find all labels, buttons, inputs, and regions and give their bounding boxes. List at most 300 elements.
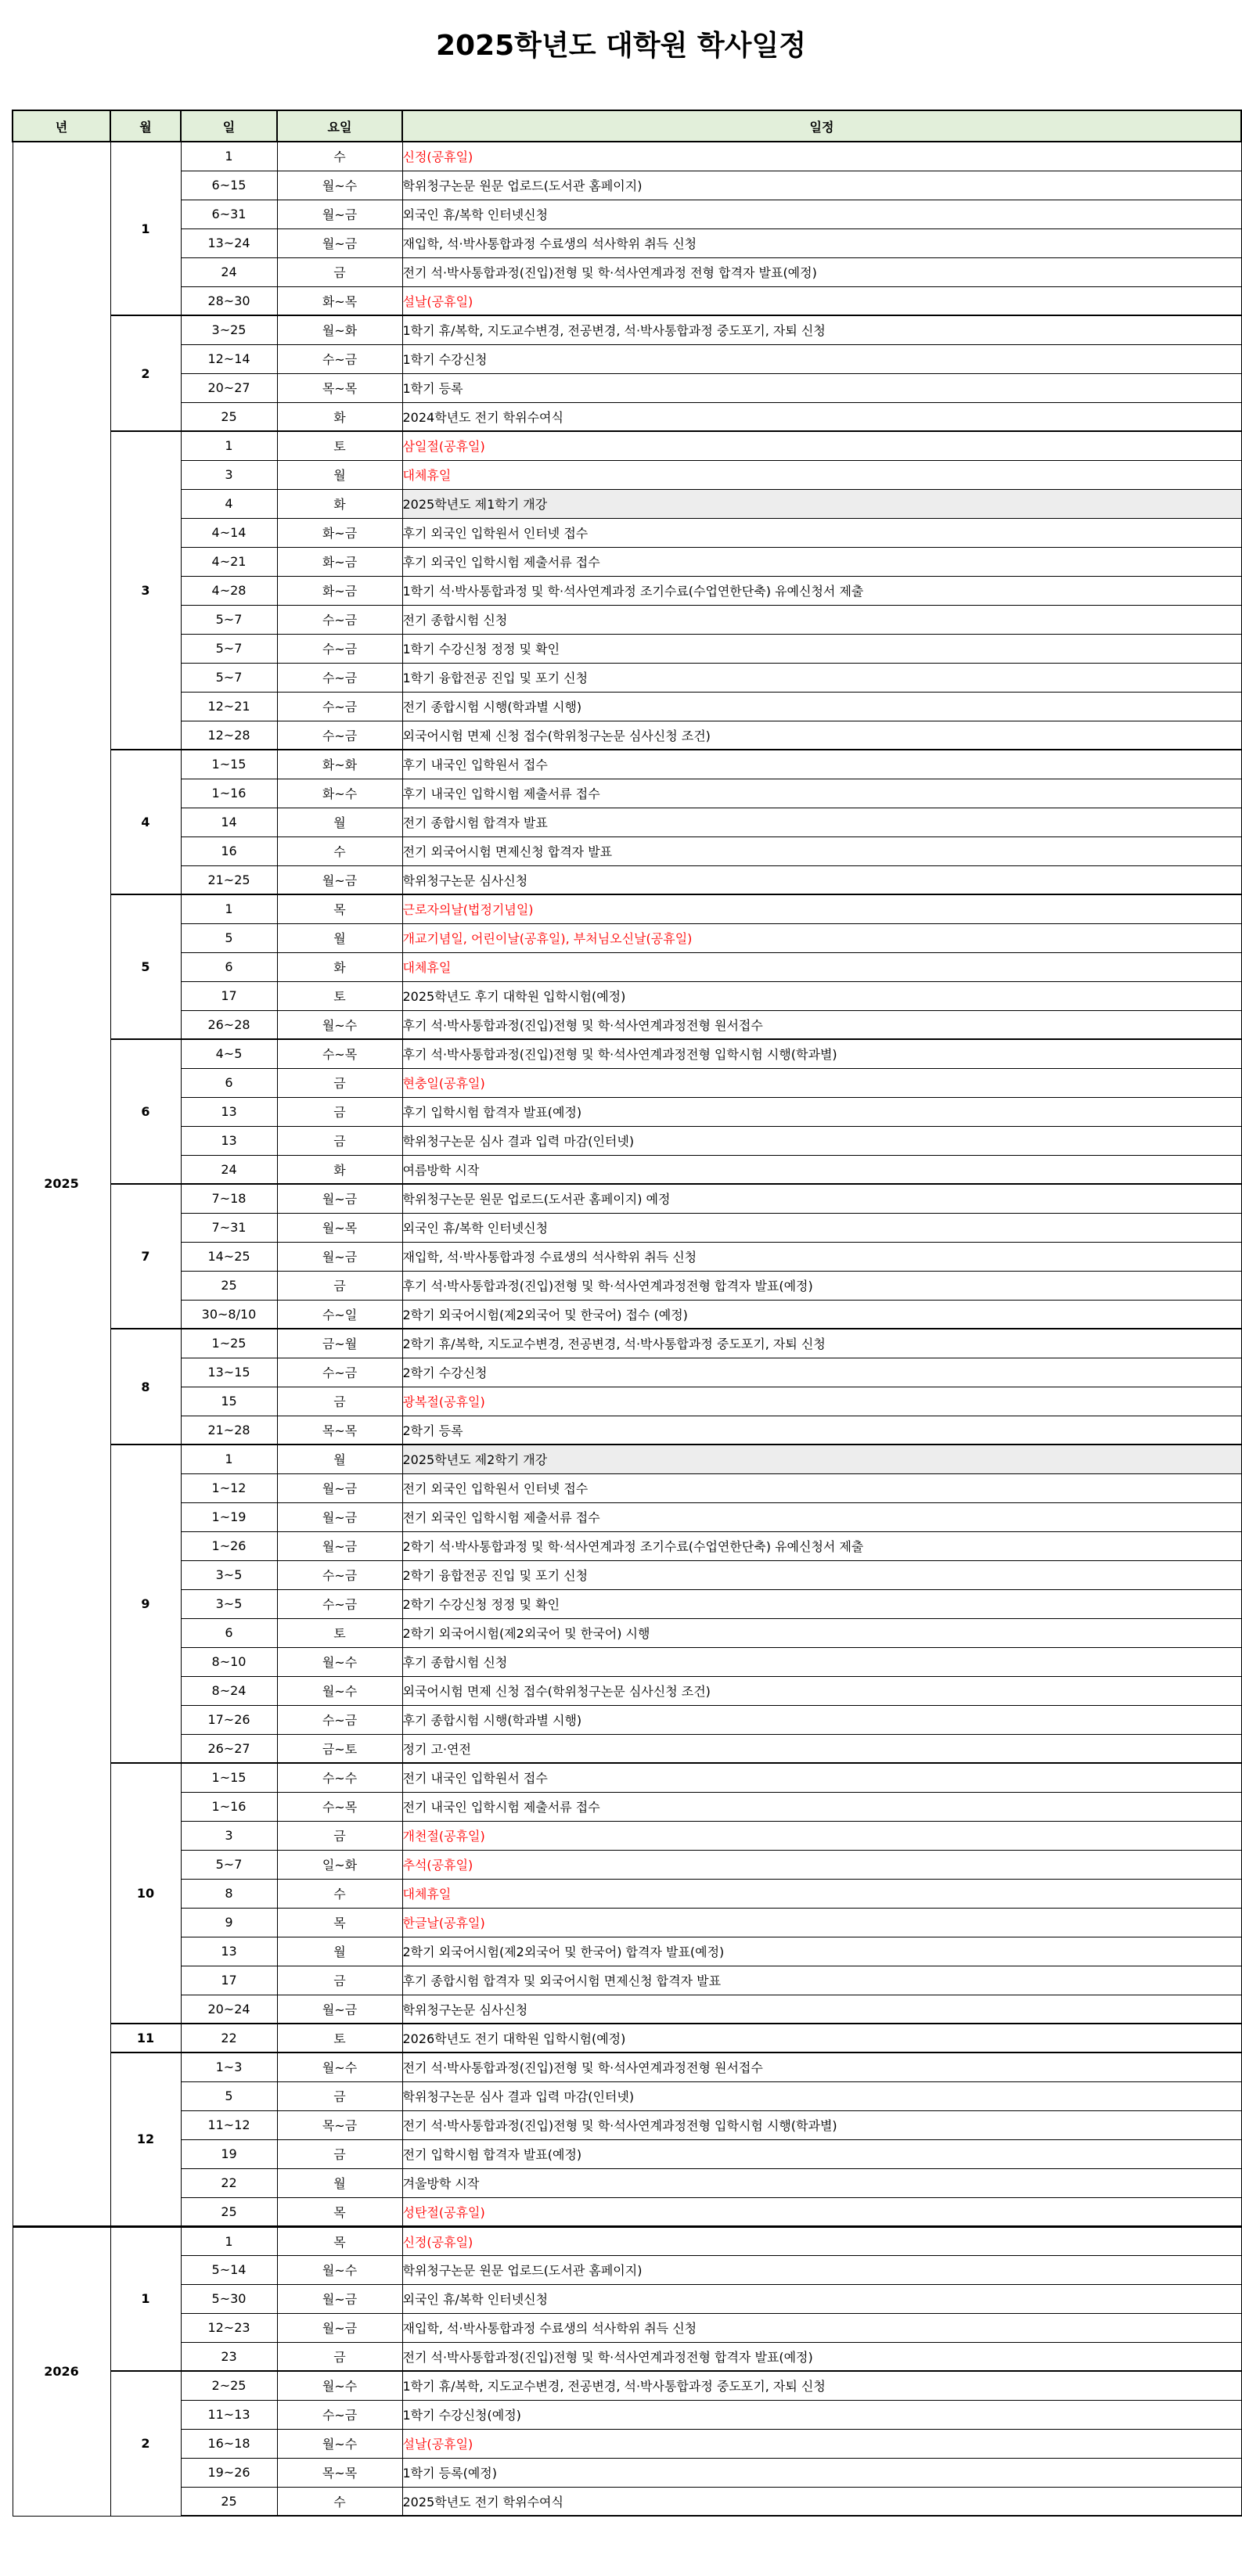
day-cell: 25 xyxy=(181,2487,277,2516)
event-cell: 2026학년도 전기 대학원 입학시험(예정) xyxy=(402,2024,1241,2053)
day-cell: 5~7 xyxy=(181,663,277,692)
event-cell: 후기 종합시험 합격자 및 외국어시험 면제신청 합격자 발표 xyxy=(402,1966,1241,1995)
event-cell: 겨울방학 시작 xyxy=(402,2168,1241,2197)
event-cell: 2학기 등록 xyxy=(402,1416,1241,1445)
month-cell: 6 xyxy=(110,1039,181,1184)
day-cell: 3 xyxy=(181,1821,277,1850)
table-row xyxy=(13,402,1241,431)
table-row xyxy=(13,2429,1241,2458)
month-cell: 8 xyxy=(110,1329,181,1445)
weekday-cell: 월~수 xyxy=(277,1676,402,1705)
schedule-body xyxy=(13,142,1241,2516)
day-cell: 3 xyxy=(181,460,277,489)
event-cell: 2025학년도 후기 대학원 입학시험(예정) xyxy=(402,981,1241,1010)
event-cell: 1학기 석·박사통합과정 및 학·석사연계과정 조기수료(수업연한단축) 유예신청서 제출 xyxy=(402,576,1241,605)
table-row xyxy=(13,1387,1241,1416)
table-row xyxy=(13,1416,1241,1445)
weekday-cell: 수~목 xyxy=(277,1039,402,1068)
weekday-cell: 월~수 xyxy=(277,2429,402,2458)
month-cell: 2 xyxy=(110,315,181,431)
table-row xyxy=(13,2197,1241,2226)
weekday-cell: 월~수 xyxy=(277,2255,402,2284)
table-row xyxy=(13,894,1241,923)
table-row xyxy=(13,2226,1241,2255)
day-cell: 1~3 xyxy=(181,2053,277,2081)
event-cell: 후기 내국인 입학시험 제출서류 접수 xyxy=(402,779,1241,808)
weekday-cell: 월~목 xyxy=(277,1213,402,1242)
weekday-cell: 월~금 xyxy=(277,865,402,894)
day-cell: 12~23 xyxy=(181,2313,277,2342)
day-cell: 4~14 xyxy=(181,518,277,547)
weekday-cell: 목~목 xyxy=(277,2458,402,2487)
weekday-cell: 월 xyxy=(277,1445,402,1473)
table-row xyxy=(13,2024,1241,2053)
weekday-cell: 화~목 xyxy=(277,286,402,315)
day-cell: 4 xyxy=(181,489,277,518)
holiday-event-cell: 현충일(공휴일) xyxy=(402,1068,1241,1097)
day-cell: 6 xyxy=(181,1618,277,1647)
event-cell: 외국인 휴/복학 인터넷신청 xyxy=(402,200,1241,228)
event-cell: 후기 종합시험 시행(학과별 시행) xyxy=(402,1705,1241,1734)
holiday-event-cell: 설날(공휴일) xyxy=(402,2429,1241,2458)
event-cell: 후기 내국인 입학원서 접수 xyxy=(402,750,1241,779)
day-cell: 1~15 xyxy=(181,1763,277,1792)
header-day: 일 xyxy=(181,110,277,142)
month-cell: 4 xyxy=(110,750,181,894)
table-row xyxy=(13,1213,1241,1242)
event-cell: 2학기 외국어시험(제2외국어 및 한국어) 시행 xyxy=(402,1618,1241,1647)
weekday-cell: 수~금 xyxy=(277,605,402,634)
event-cell: 전기 외국인 입학시험 제출서류 접수 xyxy=(402,1502,1241,1531)
day-cell: 2~25 xyxy=(181,2371,277,2400)
table-row xyxy=(13,865,1241,894)
table-row xyxy=(13,1126,1241,1155)
table-row xyxy=(13,1647,1241,1676)
table-row xyxy=(13,634,1241,663)
weekday-cell: 월~금 xyxy=(277,2313,402,2342)
table-row xyxy=(13,2139,1241,2168)
day-cell: 25 xyxy=(181,1271,277,1300)
event-cell: 후기 석·박사통합과정(진입)전형 및 학·석사연계과정전형 원서접수 xyxy=(402,1010,1241,1039)
day-cell: 28~30 xyxy=(181,286,277,315)
table-row xyxy=(13,1879,1241,1908)
event-cell: 외국인 휴/복학 인터넷신청 xyxy=(402,2284,1241,2313)
day-cell: 7~31 xyxy=(181,1213,277,1242)
day-cell: 11~12 xyxy=(181,2110,277,2139)
day-cell: 5~7 xyxy=(181,1850,277,1879)
day-cell: 14 xyxy=(181,808,277,836)
table-row xyxy=(13,1966,1241,1995)
table-row xyxy=(13,2110,1241,2139)
day-cell: 21~28 xyxy=(181,1416,277,1445)
event-cell: 학위청구논문 원문 업로드(도서관 홈페이지) 예정 xyxy=(402,1184,1241,1213)
weekday-cell: 수~목 xyxy=(277,1792,402,1821)
weekday-cell: 화~수 xyxy=(277,779,402,808)
event-cell: 2학기 석·박사통합과정 및 학·석사연계과정 조기수료(수업연한단축) 유예신청서 제출 xyxy=(402,1531,1241,1560)
holiday-event-cell: 근로자의날(법정기념일) xyxy=(402,894,1241,923)
event-cell: 전기 석·박사통합과정(진입)전형 및 학·석사연계과정전형 합격자 발표(예정) xyxy=(402,2342,1241,2371)
event-cell: 전기 내국인 입학원서 접수 xyxy=(402,1763,1241,1792)
weekday-cell: 월~금 xyxy=(277,1473,402,1502)
table-row xyxy=(13,489,1241,518)
weekday-cell: 금 xyxy=(277,2342,402,2371)
event-cell: 재입학, 석·박사통합과정 수료생의 석사학위 취득 신청 xyxy=(402,1242,1241,1271)
table-row xyxy=(13,1821,1241,1850)
weekday-cell: 수 xyxy=(277,1879,402,1908)
table-row xyxy=(13,1792,1241,1821)
weekday-cell: 목 xyxy=(277,1908,402,1937)
event-cell: 후기 외국인 입학원서 인터넷 접수 xyxy=(402,518,1241,547)
day-cell: 26~28 xyxy=(181,1010,277,1039)
table-row xyxy=(13,1358,1241,1387)
day-cell: 7~18 xyxy=(181,1184,277,1213)
weekday-cell: 월 xyxy=(277,2168,402,2197)
weekday-cell: 금 xyxy=(277,1097,402,1126)
day-cell: 19 xyxy=(181,2139,277,2168)
day-cell: 1~16 xyxy=(181,779,277,808)
table-row xyxy=(13,750,1241,779)
month-cell: 12 xyxy=(110,2053,181,2226)
day-cell: 12~28 xyxy=(181,721,277,750)
day-cell: 24 xyxy=(181,257,277,286)
weekday-cell: 금~토 xyxy=(277,1734,402,1763)
weekday-cell: 수~일 xyxy=(277,1300,402,1329)
event-cell: 2025학년도 전기 학위수여식 xyxy=(402,2487,1241,2516)
weekday-cell: 수~금 xyxy=(277,692,402,721)
table-row xyxy=(13,952,1241,981)
weekday-cell: 수~금 xyxy=(277,1705,402,1734)
weekday-cell: 토 xyxy=(277,431,402,460)
day-cell: 4~5 xyxy=(181,1039,277,1068)
day-cell: 5~7 xyxy=(181,634,277,663)
event-cell: 1학기 융합전공 진입 및 포기 신청 xyxy=(402,663,1241,692)
day-cell: 5 xyxy=(181,2081,277,2110)
weekday-cell: 목~목 xyxy=(277,373,402,402)
weekday-cell: 금 xyxy=(277,1068,402,1097)
weekday-cell: 화~화 xyxy=(277,750,402,779)
day-cell: 5 xyxy=(181,923,277,952)
table-row xyxy=(13,2342,1241,2371)
table-row xyxy=(13,605,1241,634)
month-cell: 3 xyxy=(110,431,181,750)
table-row xyxy=(13,2168,1241,2197)
weekday-cell: 금 xyxy=(277,1966,402,1995)
event-cell: 학위청구논문 원문 업로드(도서관 홈페이지) xyxy=(402,2255,1241,2284)
table-row xyxy=(13,1300,1241,1329)
event-cell: 학위청구논문 심사신청 xyxy=(402,1995,1241,2024)
event-cell: 여름방학 시작 xyxy=(402,1155,1241,1184)
weekday-cell: 토 xyxy=(277,981,402,1010)
weekday-cell: 화 xyxy=(277,952,402,981)
table-row xyxy=(13,1271,1241,1300)
weekday-cell: 월~금 xyxy=(277,1184,402,1213)
day-cell: 4~28 xyxy=(181,576,277,605)
day-cell: 1~26 xyxy=(181,1531,277,1560)
weekday-cell: 토 xyxy=(277,2024,402,2053)
day-cell: 6~31 xyxy=(181,200,277,228)
month-cell: 11 xyxy=(110,2024,181,2053)
table-row xyxy=(13,1068,1241,1097)
day-cell: 5~7 xyxy=(181,605,277,634)
day-cell: 6~15 xyxy=(181,171,277,200)
weekday-cell: 목~금 xyxy=(277,2110,402,2139)
table-row xyxy=(13,1763,1241,1792)
weekday-cell: 월~금 xyxy=(277,228,402,257)
table-row xyxy=(13,1184,1241,1213)
event-cell: 전기 입학시험 합격자 발표(예정) xyxy=(402,2139,1241,2168)
day-cell: 17 xyxy=(181,981,277,1010)
header-month: 월 xyxy=(110,110,181,142)
event-cell: 2학기 외국어시험(제2외국어 및 한국어) 접수 (예정) xyxy=(402,1300,1241,1329)
holiday-event-cell: 삼일절(공휴일) xyxy=(402,431,1241,460)
event-cell: 전기 내국인 입학시험 제출서류 접수 xyxy=(402,1792,1241,1821)
event-cell: 전기 종합시험 시행(학과별 시행) xyxy=(402,692,1241,721)
weekday-cell: 화 xyxy=(277,489,402,518)
holiday-event-cell: 대체휴일 xyxy=(402,952,1241,981)
month-cell: 1 xyxy=(110,2226,181,2371)
table-row xyxy=(13,431,1241,460)
table-row xyxy=(13,1242,1241,1271)
weekday-cell: 월 xyxy=(277,460,402,489)
day-cell: 15 xyxy=(181,1387,277,1416)
year-cell: 2026 xyxy=(13,2226,110,2516)
weekday-cell: 수 xyxy=(277,2487,402,2516)
day-cell: 13 xyxy=(181,1126,277,1155)
day-cell: 20~24 xyxy=(181,1995,277,2024)
header-event: 일정 xyxy=(402,110,1241,142)
day-cell: 4~21 xyxy=(181,547,277,576)
table-row xyxy=(13,315,1241,344)
year-cell: 2025 xyxy=(13,142,110,2226)
weekday-cell: 화~금 xyxy=(277,518,402,547)
weekday-cell: 월~수 xyxy=(277,2053,402,2081)
weekday-cell: 화~금 xyxy=(277,547,402,576)
event-cell: 1학기 수강신청 정정 및 확인 xyxy=(402,634,1241,663)
weekday-cell: 수~금 xyxy=(277,1589,402,1618)
weekday-cell: 수~금 xyxy=(277,721,402,750)
event-cell: 후기 석·박사통합과정(진입)전형 및 학·석사연계과정전형 합격자 발표(예정) xyxy=(402,1271,1241,1300)
holiday-event-cell: 설날(공휴일) xyxy=(402,286,1241,315)
event-cell: 전기 종합시험 합격자 발표 xyxy=(402,808,1241,836)
day-cell: 13~24 xyxy=(181,228,277,257)
weekday-cell: 월~금 xyxy=(277,1995,402,2024)
event-cell: 2학기 외국어시험(제2외국어 및 한국어) 합격자 발표(예정) xyxy=(402,1937,1241,1966)
event-cell: 1학기 수강신청 xyxy=(402,344,1241,373)
weekday-cell: 수~금 xyxy=(277,663,402,692)
weekday-cell: 월~금 xyxy=(277,200,402,228)
header-year: 년 xyxy=(13,110,110,142)
holiday-event-cell: 대체휴일 xyxy=(402,1879,1241,1908)
event-cell: 재입학, 석·박사통합과정 수료생의 석사학위 취득 신청 xyxy=(402,2313,1241,2342)
event-cell: 외국어시험 면제 신청 접수(학위청구논문 심사신청 조건) xyxy=(402,721,1241,750)
day-cell: 1~12 xyxy=(181,1473,277,1502)
table-row xyxy=(13,808,1241,836)
weekday-cell: 금~월 xyxy=(277,1329,402,1358)
day-cell: 13 xyxy=(181,1097,277,1126)
day-cell: 1 xyxy=(181,1445,277,1473)
weekday-cell: 수~금 xyxy=(277,2400,402,2429)
table-row xyxy=(13,1039,1241,1068)
event-cell: 학위청구논문 원문 업로드(도서관 홈페이지) xyxy=(402,171,1241,200)
holiday-event-cell: 신정(공휴일) xyxy=(402,2226,1241,2255)
weekday-cell: 월~수 xyxy=(277,1010,402,1039)
table-row xyxy=(13,1734,1241,1763)
day-cell: 1 xyxy=(181,2226,277,2255)
weekday-cell: 일~화 xyxy=(277,1850,402,1879)
weekday-cell: 화 xyxy=(277,1155,402,1184)
table-row xyxy=(13,2255,1241,2284)
table-row xyxy=(13,344,1241,373)
month-cell: 5 xyxy=(110,894,181,1039)
table-row xyxy=(13,1560,1241,1589)
day-cell: 6 xyxy=(181,952,277,981)
weekday-cell: 수~금 xyxy=(277,1560,402,1589)
day-cell: 26~27 xyxy=(181,1734,277,1763)
table-row xyxy=(13,228,1241,257)
schedule-table xyxy=(12,110,1242,2517)
table-row xyxy=(13,2371,1241,2400)
day-cell: 6 xyxy=(181,1068,277,1097)
weekday-cell: 월~금 xyxy=(277,1502,402,1531)
day-cell: 3~5 xyxy=(181,1589,277,1618)
table-row xyxy=(13,2053,1241,2081)
event-cell: 후기 종합시험 신청 xyxy=(402,1647,1241,1676)
weekday-cell: 월~수 xyxy=(277,2371,402,2400)
weekday-cell: 목~목 xyxy=(277,1416,402,1445)
holiday-event-cell: 한글날(공휴일) xyxy=(402,1908,1241,1937)
weekday-cell: 월~금 xyxy=(277,1242,402,1271)
table-row xyxy=(13,373,1241,402)
weekday-cell: 금 xyxy=(277,257,402,286)
event-cell: 전기 석·박사통합과정(진입)전형 및 학·석사연계과정전형 입학시험 시행(학과별) xyxy=(402,2110,1241,2139)
weekday-cell: 금 xyxy=(277,1387,402,1416)
weekday-cell: 수~금 xyxy=(277,1358,402,1387)
day-cell: 12~14 xyxy=(181,344,277,373)
table-row xyxy=(13,692,1241,721)
event-cell: 외국인 휴/복학 인터넷신청 xyxy=(402,1213,1241,1242)
table-row xyxy=(13,142,1241,171)
event-cell: 2025학년도 제2학기 개강 xyxy=(402,1445,1241,1473)
day-cell: 17 xyxy=(181,1966,277,1995)
event-cell: 2024학년도 전기 학위수여식 xyxy=(402,402,1241,431)
event-cell: 전기 외국어시험 면제신청 합격자 발표 xyxy=(402,836,1241,865)
table-row xyxy=(13,1502,1241,1531)
event-cell: 전기 종합시험 신청 xyxy=(402,605,1241,634)
day-cell: 3~5 xyxy=(181,1560,277,1589)
event-cell: 정기 고·연전 xyxy=(402,1734,1241,1763)
event-cell: 후기 외국인 입학시험 제출서류 접수 xyxy=(402,547,1241,576)
day-cell: 25 xyxy=(181,402,277,431)
month-cell: 7 xyxy=(110,1184,181,1329)
event-cell: 1학기 등록(예정) xyxy=(402,2458,1241,2487)
weekday-cell: 수~금 xyxy=(277,344,402,373)
table-row xyxy=(13,2458,1241,2487)
event-cell: 후기 입학시험 합격자 발표(예정) xyxy=(402,1097,1241,1126)
day-cell: 19~26 xyxy=(181,2458,277,2487)
table-row xyxy=(13,286,1241,315)
holiday-event-cell: 대체휴일 xyxy=(402,460,1241,489)
weekday-cell: 수~수 xyxy=(277,1763,402,1792)
table-row xyxy=(13,2487,1241,2516)
event-cell: 전기 석·박사통합과정(진입)전형 및 학·석사연계과정전형 원서접수 xyxy=(402,2053,1241,2081)
holiday-event-cell: 신정(공휴일) xyxy=(402,142,1241,171)
table-row xyxy=(13,200,1241,228)
table-row xyxy=(13,2081,1241,2110)
day-cell: 11~13 xyxy=(181,2400,277,2429)
event-cell: 학위청구논문 심사신청 xyxy=(402,865,1241,894)
weekday-cell: 목 xyxy=(277,894,402,923)
event-cell: 후기 석·박사통합과정(진입)전형 및 학·석사연계과정전형 입학시험 시행(학과별) xyxy=(402,1039,1241,1068)
table-row xyxy=(13,1589,1241,1618)
page-title: 2025학년도 대학원 학사일정 xyxy=(435,30,807,62)
weekday-cell: 월~금 xyxy=(277,1531,402,1560)
month-cell: 9 xyxy=(110,1445,181,1763)
month-cell: 1 xyxy=(110,142,181,315)
event-cell: 2학기 융합전공 진입 및 포기 신청 xyxy=(402,1560,1241,1589)
day-cell: 1~16 xyxy=(181,1792,277,1821)
weekday-cell: 월~화 xyxy=(277,315,402,344)
day-cell: 5~30 xyxy=(181,2284,277,2313)
event-cell: 1학기 등록 xyxy=(402,373,1241,402)
weekday-cell: 화 xyxy=(277,402,402,431)
table-row xyxy=(13,923,1241,952)
weekday-cell: 금 xyxy=(277,2139,402,2168)
event-cell: 1학기 휴/복학, 지도교수변경, 전공변경, 석·박사통합과정 중도포기, 자퇴 신청 xyxy=(402,315,1241,344)
table-row xyxy=(13,1908,1241,1937)
weekday-cell: 수 xyxy=(277,836,402,865)
day-cell: 22 xyxy=(181,2168,277,2197)
weekday-cell: 월 xyxy=(277,1937,402,1966)
month-cell: 2 xyxy=(110,2371,181,2516)
table-row xyxy=(13,1850,1241,1879)
day-cell: 16 xyxy=(181,836,277,865)
header-weekday: 요일 xyxy=(277,110,402,142)
day-cell: 16~18 xyxy=(181,2429,277,2458)
day-cell: 30~8/10 xyxy=(181,1300,277,1329)
table-row xyxy=(13,460,1241,489)
event-cell: 전기 외국인 입학원서 인터넷 접수 xyxy=(402,1473,1241,1502)
table-row xyxy=(13,1010,1241,1039)
day-cell: 13 xyxy=(181,1937,277,1966)
day-cell: 12~21 xyxy=(181,692,277,721)
day-cell: 21~25 xyxy=(181,865,277,894)
weekday-cell: 금 xyxy=(277,1126,402,1155)
holiday-event-cell: 광복절(공휴일) xyxy=(402,1387,1241,1416)
table-row xyxy=(13,1531,1241,1560)
month-cell: 10 xyxy=(110,1763,181,2024)
day-cell: 23 xyxy=(181,2342,277,2371)
weekday-cell: 목 xyxy=(277,2197,402,2226)
event-cell: 재입학, 석·박사통합과정 수료생의 석사학위 취득 신청 xyxy=(402,228,1241,257)
table-row xyxy=(13,257,1241,286)
day-cell: 1~25 xyxy=(181,1329,277,1358)
table-row xyxy=(13,779,1241,808)
weekday-cell: 토 xyxy=(277,1618,402,1647)
weekday-cell: 금 xyxy=(277,1271,402,1300)
event-cell: 2학기 수강신청 정정 및 확인 xyxy=(402,1589,1241,1618)
day-cell: 3~25 xyxy=(181,315,277,344)
weekday-cell: 월 xyxy=(277,923,402,952)
table-row xyxy=(13,1937,1241,1966)
table-row xyxy=(13,1995,1241,2024)
day-cell: 22 xyxy=(181,2024,277,2053)
table-row xyxy=(13,2284,1241,2313)
table-row xyxy=(13,2313,1241,2342)
table-row xyxy=(13,721,1241,750)
table-row xyxy=(13,1445,1241,1473)
event-cell: 전기 석·박사통합과정(진입)전형 및 학·석사연계과정 전형 합격자 발표(예정) xyxy=(402,257,1241,286)
header-row xyxy=(13,110,1241,142)
